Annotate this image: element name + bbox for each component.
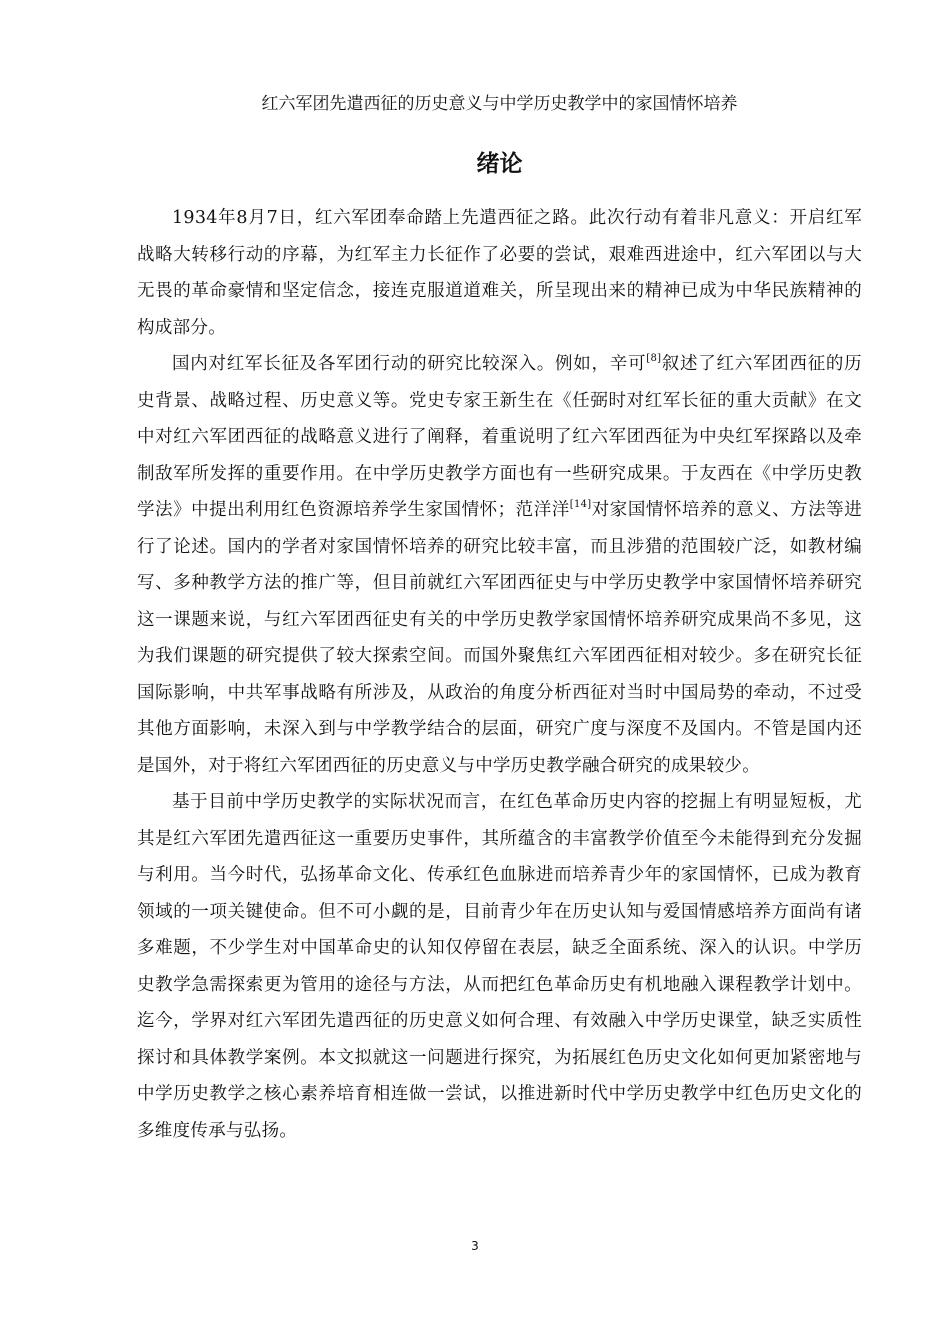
paragraph-1: 1934年8月7日，红六军团奉命踏上先遣西征之路。此次行动有着非凡意义：开启红军战略大转移行动的序幕，为红军主力长征作了必要的尝试，艰难西进途中，红六军团以与大无畏的革命豪情和坚定信念，接连克服道道难关，所呈现出来的精神已成为中华民族精神的构成部分。 (137, 208, 862, 338)
citation-ref-8: [8] (646, 353, 662, 364)
paragraph-2 (137, 346, 862, 784)
paragraph-2-text-b: 叙述了红六军团西征的历史背景、战略过程、历史意义等。党史专家王新生在《任弼时对红军长征的重大贡献》在文中对红六军团西征的战略意义进行了阐释，着重说明了红六军团西征为中央红军探路以及牵制敌军所发挥的重要作用。在中学历史教学方面也有一些研究成果。于友西在《中学历史教学法》中提出利用红色资源培养学生家国情怀；范洋洋 (137, 354, 862, 520)
paragraph-3: 基于目前中学历史教学的实际状况而言，在红色革命历史内容的挖掘上有明显短板，尤其是红六军团先遣西征这一重要历史事件，其所蕴含的丰富教学价值至今未能得到充分发掘与利用。当今时代，弘扬革命文化、传承红色血脉进而培养青少年的家国情怀，已成为教育领域的一项关键使命。但不可小觑的是，目前青少年在历史认知与爱国情感培养方面尚有诸多难题，不少学生对中国革命史的认知仅停留在表层，缺乏全面系统、深入的认识。中学历史教学急需探索更为管用的途径与方法，从而把红色革命历史有机地融入课程教学计划中。迄今，学界对红六军团先遣西征的历史意义如何合理、有效融入中学历史课堂，缺乏实质性探讨和具体教学案例。本文拟就这一问题进行探究，为拓展红色历史文化如何更加紧密地与中学历史教学之核心素养培育相连做一尝试，以推进新时代中学历史教学中红色历史文化的多维度传承与弘扬。 (137, 792, 862, 1141)
section-heading: 绪论 (476, 151, 523, 177)
paragraph-2-text-a: 国内对红军长征及各军团行动的研究比较深入。例如，辛可 (172, 354, 647, 374)
running-header-title: 红六军团先遣西征的历史意义与中学历史教学中的家国情怀培养 (261, 94, 738, 114)
citation-ref-14: [14] (569, 499, 592, 510)
page-number: 3 (471, 1239, 479, 1253)
paragraph-2-text-c: 对家国情怀培养的意义、方法等进行了论述。国内的学者对家国情怀培养的研究比较丰富，而且涉猎的范围较广泛，如教材编写、多种教学方法的推广等，但目前就红六军团西征史与中学历史教学中家国情怀培养研究这一课题来说，与红六军团西征史有关的中学历史教学家国情怀培养研究成果尚不多见，这为我们课题的研究提供了较大探索空间。而国外聚焦红六军团西征相对较少。多在研究长征国际影响，中共军事战略有所涉及，从政治的角度分析西征对当时中国局势的牵动，不过受其他方面影响，未深入到与中学教学结合的层面，研究广度与深度不及国内。不管是国内还是国外，对于将红六军团西征的历史意义与中学历史教学融合研究的成果较少。 (137, 500, 863, 776)
body-text (137, 200, 862, 1149)
